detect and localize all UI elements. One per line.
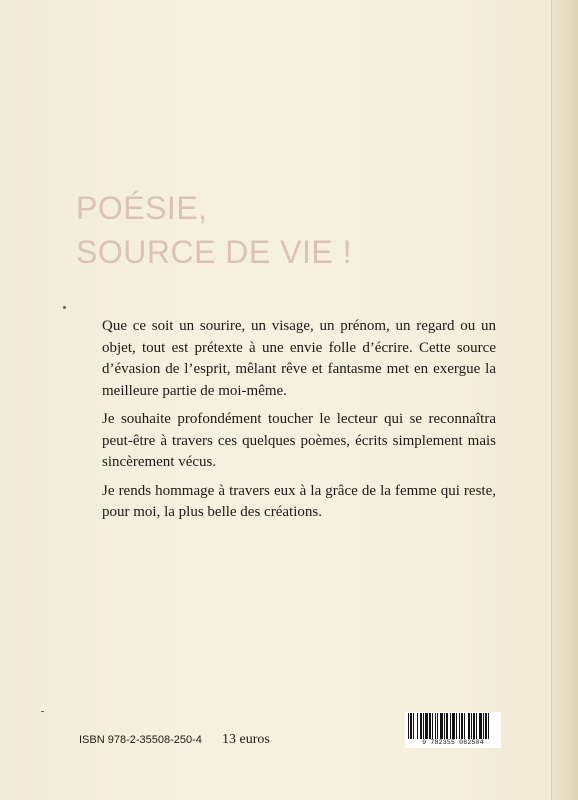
barcode-bar xyxy=(464,713,465,739)
barcode-bar xyxy=(473,713,475,739)
isbn-number: ISBN 978-2-35508-250-4 xyxy=(79,734,202,746)
cover-edge xyxy=(551,0,578,800)
blurb xyxy=(102,316,496,531)
barcode-bar xyxy=(485,713,487,739)
barcode-bar xyxy=(413,713,414,739)
barcode-bar xyxy=(440,713,443,739)
barcode-bar xyxy=(450,713,451,739)
title-line-2: SOURCE DE VIE ! xyxy=(76,234,352,270)
barcode xyxy=(405,712,501,748)
barcode-bar xyxy=(471,713,472,739)
blurb-paragraph-1: Que ce soit un sourire, un visage, un prénom, un regard ou un objet, tout est prétexte à une envie folle d’écrire. Cette source d’évasion de l’esprit, mêlant rêve et fantasme met en exergue la meilleure partie de moi-même. xyxy=(102,318,496,399)
barcode-bar xyxy=(437,713,438,739)
barcode-bar xyxy=(461,713,463,739)
book-title xyxy=(76,186,352,274)
blurb-paragraph-2: Je souhaite profondément toucher le lecteur qui se reconnaîtra peut-être à travers ces quelques poèmes, écrits simplement mais sincèrement vécus. xyxy=(102,411,496,470)
blurb-paragraph-3: Je rends hommage à travers eux à la grâce de la femme qui reste, pour moi, la plus belle des créations. xyxy=(102,482,496,520)
barcode-bar xyxy=(408,713,409,739)
barcode-bar xyxy=(459,713,460,739)
barcode-bar xyxy=(444,713,445,739)
barcode-bar xyxy=(468,713,470,739)
barcode-bars xyxy=(405,712,501,740)
barcode-bar xyxy=(417,713,418,739)
barcode-bar xyxy=(452,713,455,739)
barcode-bar xyxy=(456,713,457,739)
barcode-bar xyxy=(423,713,424,739)
barcode-bar xyxy=(476,713,477,739)
price: 13 euros xyxy=(222,732,270,747)
barcode-bar xyxy=(446,713,448,739)
barcode-bar xyxy=(420,713,422,739)
print-speck xyxy=(41,711,44,712)
barcode-bar xyxy=(429,713,431,739)
barcode-digits: 9 782355 082504 xyxy=(422,739,484,746)
print-speck xyxy=(63,306,66,309)
barcode-bar xyxy=(410,713,412,739)
barcode-bar xyxy=(483,713,484,739)
barcode-bar xyxy=(488,713,489,739)
barcode-bar xyxy=(425,713,428,739)
title-line-1: POÉSIE, xyxy=(76,190,208,226)
barcode-bar xyxy=(432,713,433,739)
barcode-bar xyxy=(479,713,482,739)
barcode-bar xyxy=(435,713,436,739)
